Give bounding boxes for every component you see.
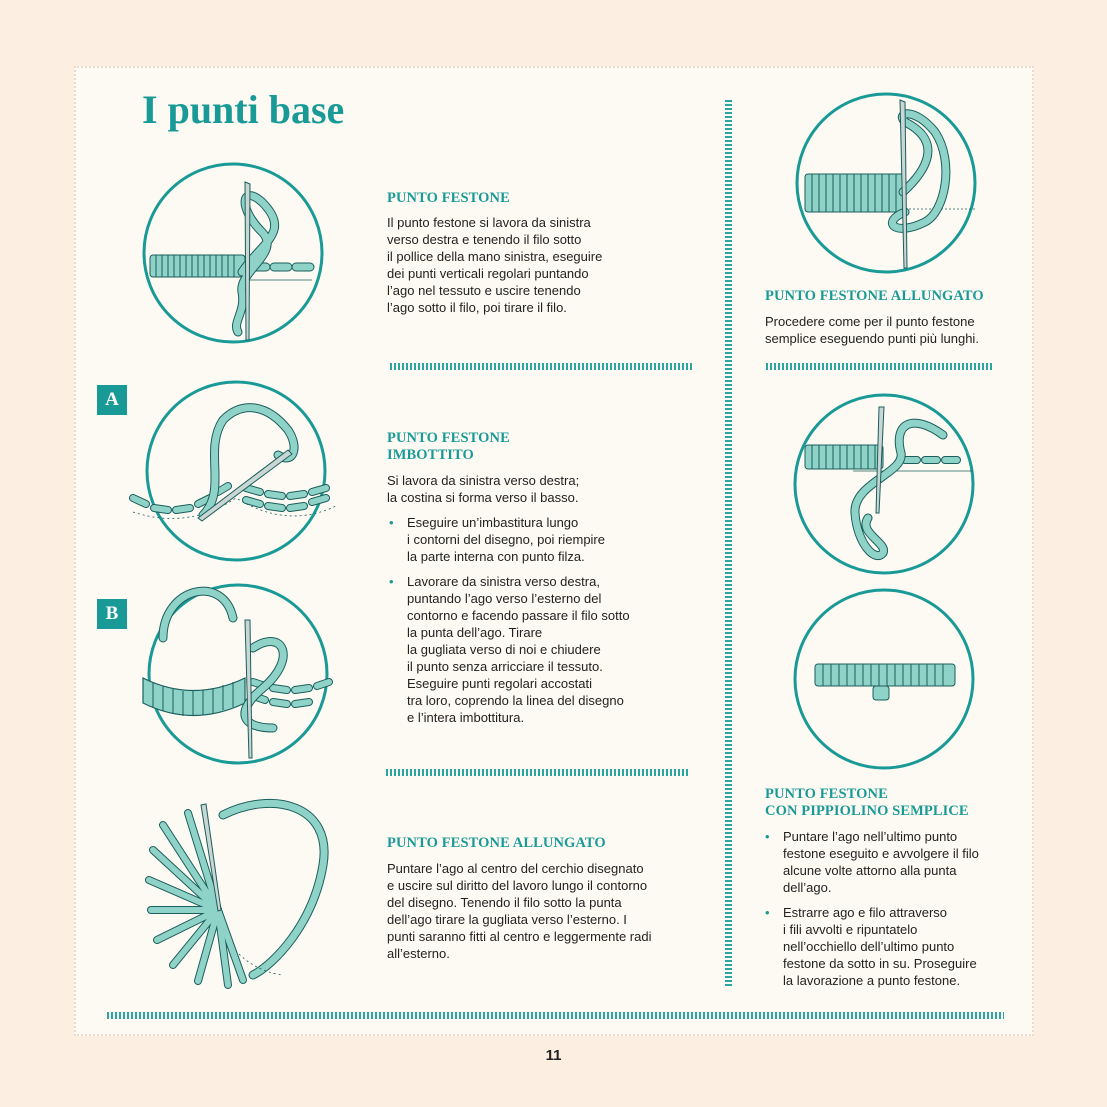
divider	[390, 363, 693, 370]
imbottito-heading-line1: PUNTO FESTONE	[387, 430, 510, 446]
imbottito-intro: Si lavora da sinistra verso destra; la costina si forma verso il basso.	[387, 473, 580, 505]
page-title: I punti base	[142, 87, 345, 132]
badge-b: B	[97, 599, 127, 629]
imbottito-illustration-a	[128, 380, 343, 562]
pippiolino-heading-line1: PUNTO FESTONE	[765, 786, 888, 802]
festone-text: Il punto festone si lavora da sinistra verso destra e tenendo il filo sotto il pollice della mano sinistra, eseguire dei punti verticali regolari puntando l’ago nel tessuto e uscire tenendo l’ago sotto il filo, poi tirare il filo.	[387, 215, 603, 315]
pippiolino-illustration-2	[793, 588, 975, 770]
column-divider	[725, 98, 732, 986]
imbottito-heading	[387, 430, 510, 464]
pippiolino-heading	[765, 786, 969, 820]
badge-a: A	[97, 385, 127, 415]
pippiolino-illustration-1	[793, 393, 975, 575]
pippiolino-heading-line2: CON PIPPIOLINO SEMPLICE	[765, 803, 969, 819]
imbottito-heading-line2: IMBOTTITO	[387, 447, 474, 463]
divider	[766, 363, 994, 370]
bottom-divider	[107, 1012, 1004, 1019]
allungato-circle-illustration	[143, 795, 343, 1000]
allungato-text: Procedere come per il punto festone semplice eseguendo punti più lunghi.	[765, 314, 979, 346]
pippiolino-bullet: • Estrarre ago e filo attraverso i fili avvolti e ripuntatelo nell’occhiello dell’ultimo punto festone da sotto in su. Proseguire la lavorazione a punto festone.	[763, 904, 1028, 989]
divider	[386, 769, 689, 776]
page-number: 11	[545, 1047, 562, 1064]
festone-illustration	[142, 162, 324, 344]
imbottito-bullet: • Lavorare da sinistra verso destra, puntando l’ago verso l’esterno del contorno e facendo passare il filo sotto la punta dell’ago. Tirare la gugliata verso di noi e chiudere il punto senza arricciare il tessuto. Eseguire punti regolari accostati tra loro, coprendo la linea del disegno e l’intera imbottitura.	[387, 573, 697, 726]
pippiolino-bullet: • Puntare l’ago nell’ultimo punto festone eseguito e avvolgere il filo alcune volte attorno alla punta dell’ago.	[763, 828, 1028, 896]
allungato-circle-heading: PUNTO FESTONE ALLUNGATO	[387, 835, 606, 851]
allungato-illustration	[795, 92, 977, 274]
allungato-heading: PUNTO FESTONE ALLUNGATO	[765, 288, 984, 304]
imbottito-illustration-b	[133, 578, 343, 768]
allungato-circle-text: Puntare l’ago al centro del cerchio disegnato e uscire sul diritto del lavoro lungo il contorno del disegno. Tenendo il filo sotto la punta dell’ago tirare la gugliata verso l’esterno. I punti saranno fitti al centro e leggermente radi all’esterno.	[387, 861, 652, 961]
imbottito-bullet: • Eseguire un’imbastitura lungo i contorni del disegno, poi riempire la parte interna con punto filza.	[387, 514, 697, 565]
festone-heading: PUNTO FESTONE	[387, 190, 510, 206]
